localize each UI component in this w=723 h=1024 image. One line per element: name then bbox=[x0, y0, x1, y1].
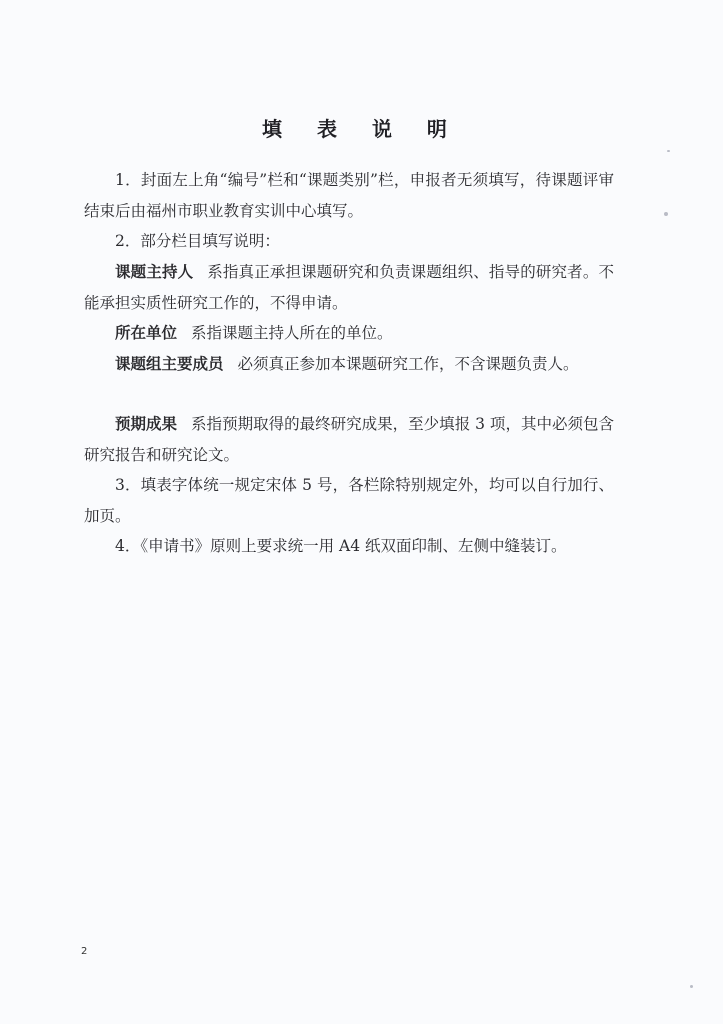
page-title: 填 表 说 明 bbox=[262, 117, 461, 141]
instruction-item-1: 1．封面左上角“编号”栏和“课题类别”栏，申报者无须填写，待课题评审结束后由福州市职业教育实训中心填写。 bbox=[84, 171, 614, 220]
instruction-item-4: 4．《申请书》原则上要求统一用 A4 纸双面印制、左侧中缝装订。 bbox=[115, 537, 567, 555]
page-number: 2 bbox=[81, 946, 88, 957]
definition-members bbox=[84, 349, 614, 380]
term-unit: 所在单位 bbox=[115, 324, 178, 342]
definition-host bbox=[84, 257, 614, 319]
definition-results bbox=[84, 409, 614, 471]
term-results: 预期成果 bbox=[115, 415, 178, 433]
definition-members-text: 必须真正参加本课题研究工作，不含课题负责人。 bbox=[237, 355, 579, 373]
scan-speck bbox=[690, 985, 693, 988]
definition-results-text: 系指预期取得的最终研究成果，至少填报 3 项，其中必须包含研究报告和研究论文。 bbox=[84, 415, 614, 464]
definition-unit bbox=[84, 318, 614, 349]
instruction-item-3: 3．填表字体统一规定宋体 5 号，各栏除特别规定外，均可以自行加行、加页。 bbox=[84, 476, 614, 525]
term-members: 课题组主要成员 bbox=[115, 355, 224, 373]
instruction-item-2: 2．部分栏目填写说明： bbox=[115, 232, 280, 250]
term-host: 课题主持人 bbox=[115, 263, 194, 281]
scan-speck bbox=[667, 150, 670, 152]
scan-speck bbox=[664, 212, 668, 216]
definition-unit-text: 系指课题主持人所在的单位。 bbox=[191, 324, 393, 342]
definition-host-text: 系指真正承担课题研究和负责课题组织、指导的研究者。不能承担实质性研究工作的，不得申请。 bbox=[84, 263, 614, 312]
